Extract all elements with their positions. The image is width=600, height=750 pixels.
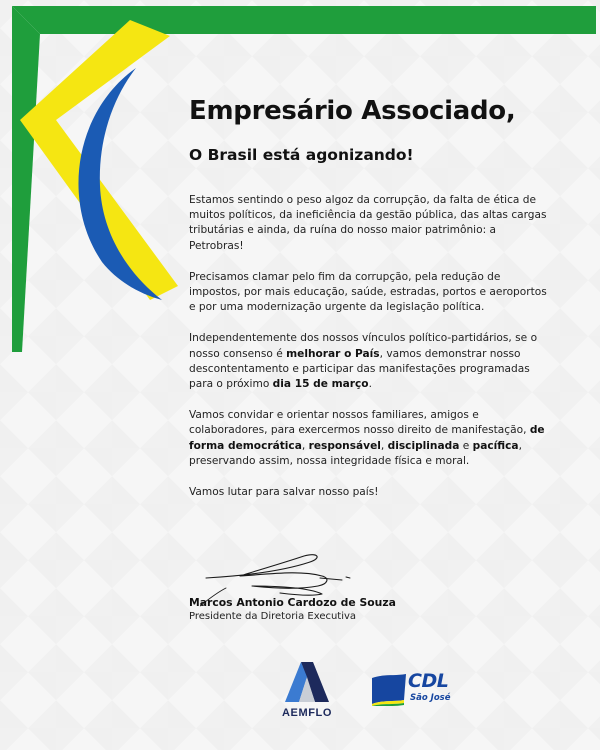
paragraph-text: , preservando assim, nossa integridade física e moral.: [189, 439, 522, 467]
cdl-logo-text: CDL: [408, 670, 449, 692]
letter-paragraph: [189, 408, 549, 469]
paragraph-text: ,: [301, 439, 309, 452]
emphasis-text: de forma democrática: [189, 424, 545, 452]
paragraph-text: Vamos convidar e orientar nossos familiares, amigos e colaboradores, para exercermos nosso direito de manifestação,: [189, 409, 530, 437]
letter-paragraph: [189, 331, 549, 392]
aemflo-logo: [272, 662, 342, 719]
signer-role: Presidente da Diretoria Executiva: [189, 611, 357, 622]
letter-paragraph: [189, 193, 549, 254]
emphasis-text: dia 15 de março: [272, 378, 369, 391]
paragraph-text: , vamos demonstrar nosso descontentamento e participar das manifestações programadas para o próximo: [189, 347, 530, 391]
cdl-logo: [370, 672, 460, 708]
emphasis-text: pacífica: [472, 439, 519, 452]
headline: Empresário Associado,: [189, 96, 516, 126]
paragraph-text: Precisamos clamar pelo fim da corrupção, pela redução de impostos, por mais educação, saúde, estradas, portos e aeroportos e por uma modernização urgente da legislação política.: [189, 270, 547, 314]
cdl-flag-mark-icon: [370, 672, 408, 706]
emphasis-text: melhorar o País: [286, 347, 380, 360]
subheadline: O Brasil está agonizando!: [189, 146, 414, 164]
aemflo-a-mark-icon: [285, 662, 329, 702]
signer-name: Marcos Antonio Cardozo de Souza: [189, 596, 396, 609]
letter-paragraph: [189, 270, 549, 316]
paragraph-text: e: [459, 439, 473, 452]
signer-block: [189, 596, 396, 624]
green-frame-top: [12, 6, 596, 34]
emphasis-text: responsável: [308, 439, 381, 452]
letter-paragraph: [189, 485, 549, 500]
paragraph-text: Independentemente dos nossos vínculos político-partidários, se o nosso consenso é: [189, 332, 538, 360]
cdl-logo-city: São José: [410, 693, 451, 703]
emphasis-text: disciplinada: [387, 439, 460, 452]
paragraph-text: Estamos sentindo o peso algoz da corrupção, da falta de ética de muitos políticos, da ineficiência da gestão pública, das altas cargas tributárias e ainda, da ruína do nosso maior patrimônio: a Petrobras!: [189, 194, 547, 252]
letter-body: [189, 193, 549, 516]
paragraph-text: ,: [380, 439, 388, 452]
aemflo-logo-text: AEMFLO: [281, 707, 333, 719]
paragraph-text: .: [368, 378, 372, 391]
paragraph-text: Vamos lutar para salvar nosso país!: [189, 486, 379, 499]
green-frame-left: [12, 6, 40, 352]
